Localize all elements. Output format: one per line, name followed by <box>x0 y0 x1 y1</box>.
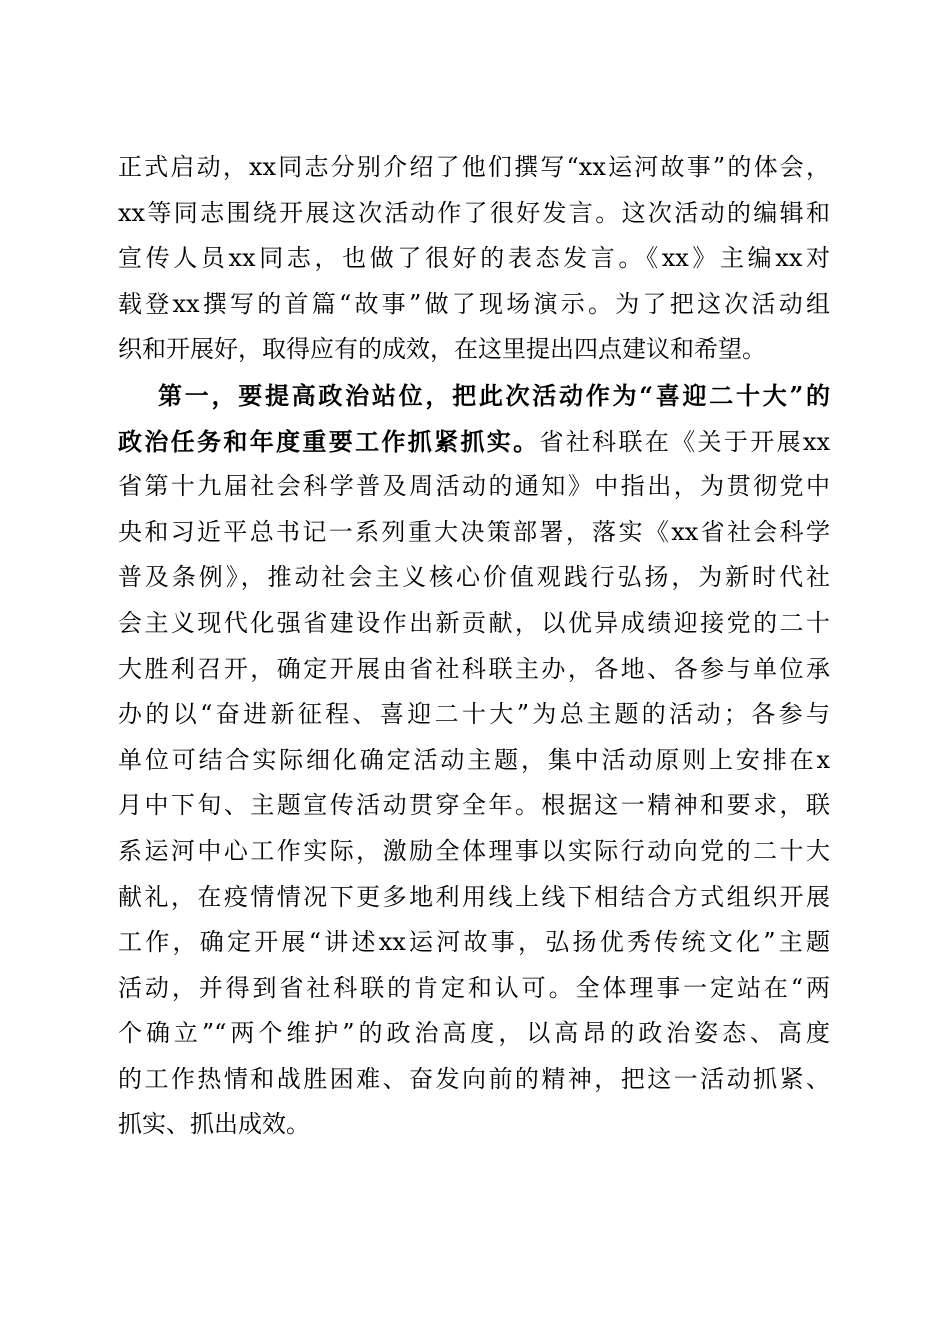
text-line: 抓实、抓出成效。 <box>118 1110 310 1139</box>
paragraph-first-point <box>118 373 830 1148</box>
text-line: 活动，并得到省社科联的肯定和认可。全体理事一定站在“两 <box>118 973 830 1002</box>
document-body <box>118 145 830 1148</box>
text-line: 宣传人员xx同志，也做了很好的表态发言。《xx》主编xx对 <box>118 244 830 273</box>
text-line: xx等同志围绕开展这次活动作了很好发言。这次活动的编辑和 <box>118 198 830 227</box>
text-line: 载登xx撰写的首篇“故事”做了现场演示。为了把这次活动组 <box>118 289 830 318</box>
text-line: 正式启动，xx同志分别介绍了他们撰写“xx运河故事”的体会， <box>118 153 830 181</box>
text-line: 织和开展好，取得应有的成效，在这里提出四点建议和希望。 <box>118 335 766 364</box>
text-line: 系运河中心工作实际，激励全体理事以实际行动向党的二十大 <box>118 836 830 865</box>
text-line: 个确立”“两个维护”的政治高度，以高昂的政治姿态、高度 <box>118 1019 830 1048</box>
text-line: 单位可结合实际细化确定活动主题，集中活动原则上安排在x <box>118 745 830 774</box>
text-segment: 省社科联在《关于开展xx <box>539 427 830 456</box>
text-line: 央和习近平总书记一系列重大决策部署，落实《xx省社会科学 <box>118 517 830 546</box>
text-line: 的工作热情和战胜困难、奋发向前的精神，把这一活动抓紧、 <box>118 1064 830 1093</box>
text-line: 月中下旬、主题宣传活动贯穿全年。根据这一精神和要求，联 <box>118 791 830 820</box>
text-line: 办的以“奋进新征程、喜迎二十大”为总主题的活动；各参与 <box>118 700 830 729</box>
point-heading-continued: 政治任务和年度重要工作抓紧抓实。 <box>118 426 540 456</box>
text-line: 大胜利召开，确定开展由省社科联主办，各地、各参与单位承 <box>118 654 830 683</box>
text-line: 省第十九届社会科学普及周活动的通知》中指出，为贯彻党中 <box>118 472 830 501</box>
point-heading: 第一，要提高政治站位，把此次活动作为“喜迎二十大”的 <box>158 380 830 410</box>
text-line: 工作，确定开展“讲述xx运河故事，弘扬优秀传统文化”主题 <box>118 928 830 957</box>
text-line: 会主义现代化强省建设作出新贡献，以优异成绩迎接党的二十 <box>118 608 830 637</box>
text-line: 普及条例》，推动社会主义核心价值观践行弘扬，为新时代社 <box>118 563 830 592</box>
text-line: 献礼，在疫情情况下更多地利用线上线下相结合方式组织开展 <box>118 882 830 911</box>
text-line-mixed <box>118 419 830 465</box>
paragraph-intro <box>118 145 830 373</box>
